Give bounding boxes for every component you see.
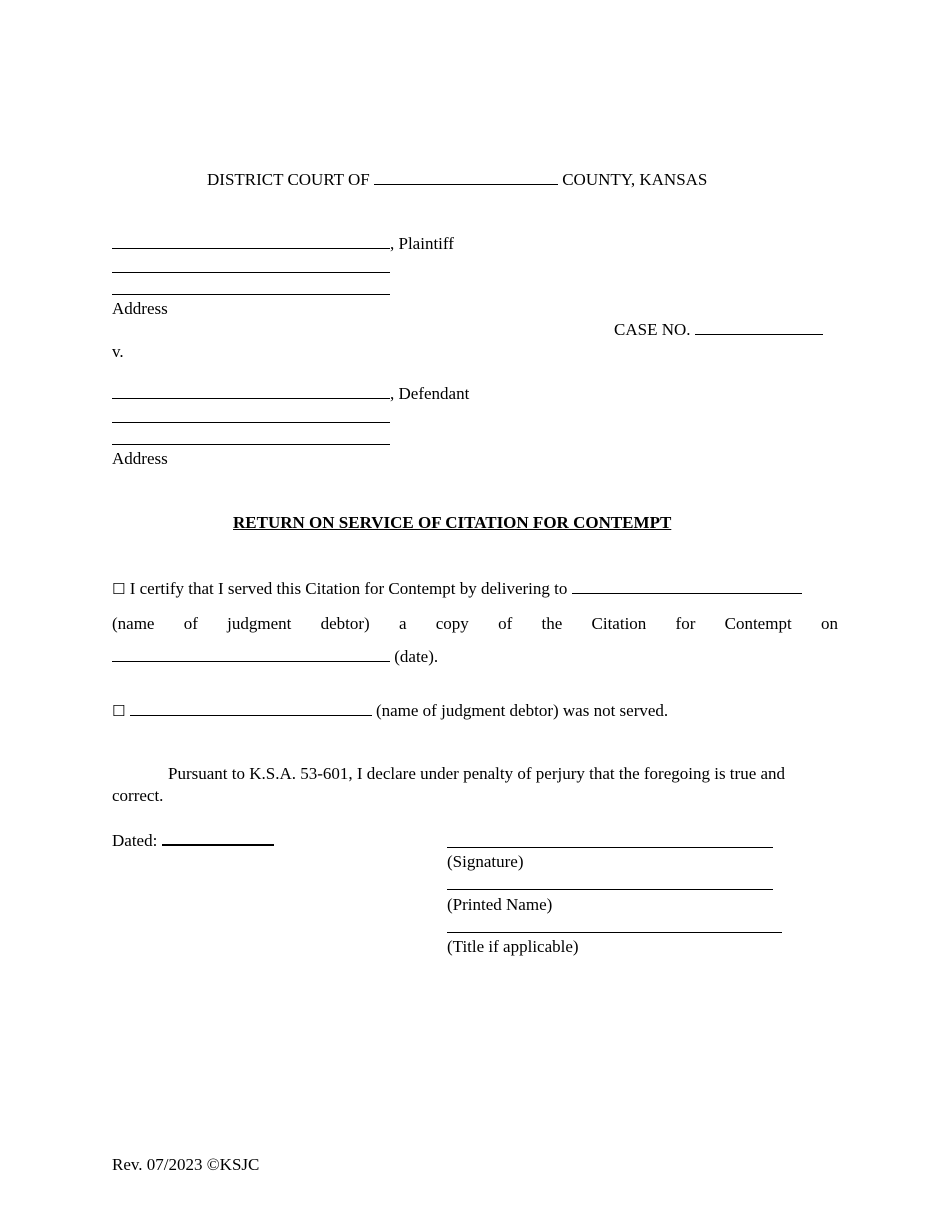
certify-text: I certify that I served this Citation for Contempt by delivering to [129, 579, 568, 598]
certify-checkbox[interactable]: ☐ [112, 580, 126, 598]
word: the [541, 614, 563, 633]
word: on [820, 614, 838, 633]
title-line[interactable] [447, 932, 782, 933]
not-served-checkbox[interactable]: ☐ [112, 702, 126, 720]
date-suffix: (date). [394, 647, 439, 666]
plaintiff-address-line-2[interactable] [112, 294, 390, 295]
dated-blank[interactable] [162, 831, 274, 846]
word: (name [112, 614, 155, 633]
signature-line[interactable] [447, 847, 773, 848]
county-blank[interactable] [374, 171, 558, 185]
certify-line-2 [112, 615, 838, 632]
certify-line-1 [112, 580, 802, 597]
certify-line-3 [112, 648, 438, 665]
plaintiff-address-label: Address [112, 299, 168, 318]
debtor-name-blank[interactable] [572, 580, 802, 594]
defendant-line [112, 385, 469, 402]
defendant-address-line-2[interactable] [112, 444, 390, 445]
title-label: (Title if applicable) [447, 937, 579, 956]
defendant-name-blank[interactable] [112, 385, 390, 399]
not-served-name-blank[interactable] [130, 702, 372, 716]
printed-name-label: (Printed Name) [447, 895, 553, 914]
plaintiff-name-blank[interactable] [112, 235, 390, 249]
word: a [398, 614, 407, 633]
word: judgment [227, 614, 292, 633]
defendant-address-line-1[interactable] [112, 422, 390, 423]
printed-name-line[interactable] [447, 889, 773, 890]
plaintiff-label: , Plaintiff [390, 234, 454, 253]
word: for [675, 614, 696, 633]
word: of [183, 614, 198, 633]
signature-label: (Signature) [447, 852, 524, 871]
plaintiff-line [112, 235, 454, 252]
defendant-address-label: Address [112, 449, 168, 468]
declaration [112, 763, 838, 807]
court-prefix: DISTRICT COURT OF [207, 170, 370, 189]
not-served-text: (name of judgment debtor) was not served. [375, 701, 669, 720]
defendant-label: , Defendant [390, 384, 470, 403]
court-suffix: COUNTY, KANSAS [562, 170, 708, 189]
word: Citation [591, 614, 647, 633]
not-served-line [112, 702, 668, 719]
dated-label: Dated: [112, 831, 158, 850]
word: debtor) [320, 614, 370, 633]
court-header [207, 171, 707, 188]
service-date-blank[interactable] [112, 648, 390, 662]
case-number [614, 321, 823, 338]
dated-line [112, 831, 274, 849]
case-no-blank[interactable] [695, 321, 823, 335]
plaintiff-address-line-1[interactable] [112, 272, 390, 273]
declaration-text: Pursuant to K.S.A. 53-601, I declare under penalty of perjury that the foregoing is true and correct. [112, 764, 786, 805]
word: of [498, 614, 513, 633]
word: Contempt [724, 614, 792, 633]
versus: v. [112, 342, 124, 361]
case-no-label: CASE NO. [614, 320, 691, 339]
word: copy [435, 614, 469, 633]
revision-footer: Rev. 07/2023 ©KSJC [112, 1155, 260, 1174]
form-title: RETURN ON SERVICE OF CITATION FOR CONTEMPT [233, 513, 672, 532]
